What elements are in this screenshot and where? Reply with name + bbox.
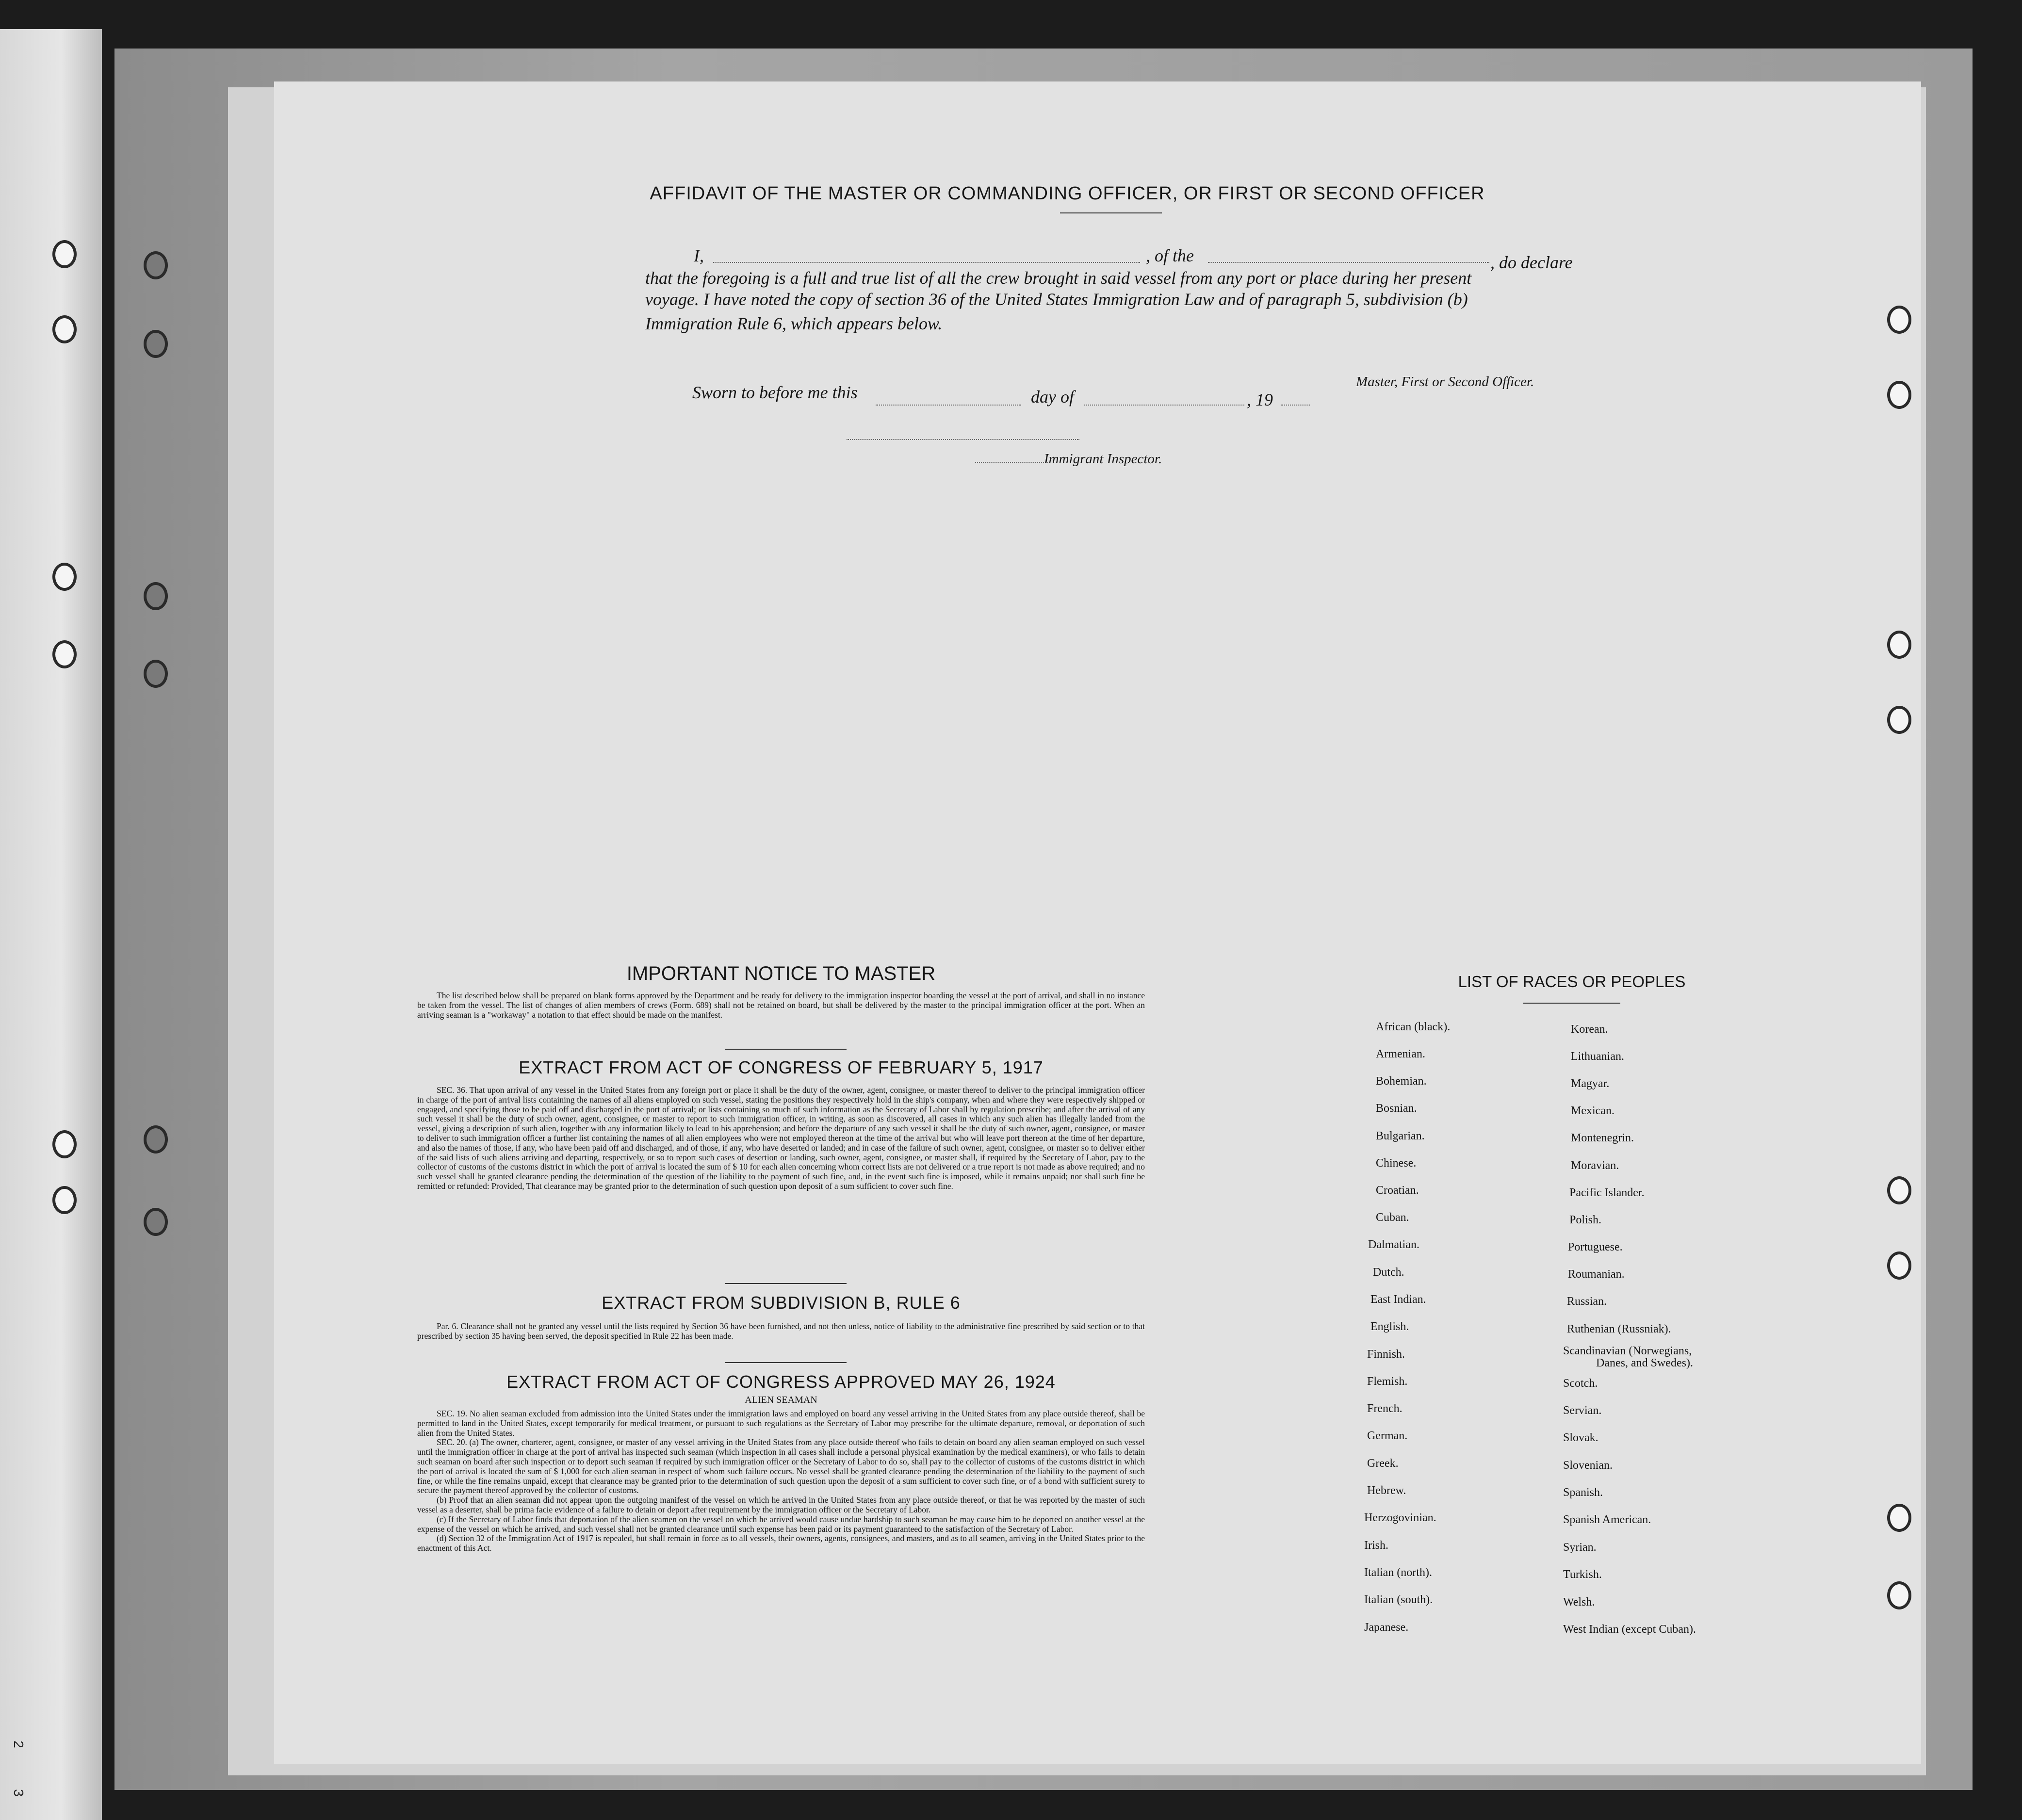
race-item: Roumanian. [1568, 1268, 1625, 1281]
title-rule [1060, 212, 1162, 213]
race-item: Japanese. [1364, 1621, 1409, 1634]
race-item: Chinese. [1376, 1157, 1417, 1170]
affidavit-line2: that the foregoing is a full and true list of all the crew brought in said vessel from any port or place during her present [645, 268, 1472, 288]
race-item: Croatian. [1376, 1184, 1419, 1197]
section-rule [725, 1049, 847, 1050]
race-item: Slovak. [1563, 1431, 1598, 1444]
race-item: Cuban. [1376, 1211, 1409, 1224]
margin-mark: 3 [11, 1789, 26, 1797]
race-item: Moravian. [1571, 1159, 1619, 1172]
alien-seaman-subtitle: ALIEN SEAMAN [745, 1395, 817, 1405]
notice-body [417, 991, 1145, 1020]
sheet-hole-icon [1887, 1251, 1911, 1280]
affidavit-line4: Immigration Rule 6, which appears below. [645, 314, 943, 333]
extract-1924-title: EXTRACT FROM ACT OF CONGRESS APPROVED MAY 26, 1924 [506, 1372, 1056, 1392]
race-item: Spanish. [1563, 1486, 1603, 1499]
binder-hole-icon [52, 563, 77, 591]
race-item: Servian. [1563, 1404, 1602, 1417]
binder-ring-icon [144, 1125, 168, 1154]
inspector-label: Immigrant Inspector. [1044, 451, 1162, 467]
sheet-hole-icon [1887, 1176, 1911, 1204]
margin-mark: 2 [11, 1740, 26, 1748]
sworn-year-label: , 19 [1247, 390, 1273, 409]
race-item: West Indian (except Cuban). [1563, 1623, 1696, 1636]
binder-ring-icon [144, 251, 168, 279]
binder-ring-icon [144, 660, 168, 688]
race-item: Flemish. [1367, 1375, 1408, 1388]
master-name-field[interactable] [713, 262, 1140, 263]
vessel-name-field[interactable] [1208, 262, 1489, 263]
race-item: Irish. [1364, 1539, 1388, 1552]
extract-1924-body [417, 1409, 1145, 1553]
race-item: Slovenian. [1563, 1459, 1613, 1472]
affidavit-line3: voyage. I have noted the copy of section 36 of the United States Immigration Law and of paragraph 5, subdivision (b) [645, 290, 1468, 309]
race-item: Danes, and Swedes). [1596, 1357, 1693, 1369]
affidavit-line1-start: I, [694, 246, 704, 265]
inspector-signature-field[interactable] [847, 439, 1079, 440]
race-item: Korean. [1571, 1023, 1608, 1036]
race-item: Turkish. [1563, 1568, 1602, 1581]
sec-19-paragraph: SEC. 19. No alien seaman excluded from admission into the United States under the immigration laws and employed on board any vessel arriving in the United States from any place outside thereof, shall be permitted to land in the United States, except temporarily for medical treatment, or pursuant to such regulations as the Secretary of Labor may prescribe for the ultimate departure, removal, or deportation of such alien from the United States. [417, 1409, 1145, 1438]
affidavit-line1-middle: , of the [1146, 246, 1194, 265]
sec-36-paragraph: SEC. 36. That upon arrival of any vessel in the United States from any foreign port or place it shall be the duty of the owner, agent, consignee, or master thereof to deliver to the principal immigration officer in charge of the port of arrival lists containing the names of all aliens employed on such vessel, stating the positions they respectively hold in the ship's company, when and where they were respectively shipped or engaged, and specifying those to be paid off and discharged in the port of arrival; or lists containing so much of such information as the Secretary of Labor shall by regulation prescribe; and after the arrival of any such vessel it shall be the duty of such owner, agent, consignee, or master to report to such immigration officer, in writing, as soon as discovered, all cases in which any such alien has illegally landed from the vessel, giving a description of such alien, together with any information likely to lead to his apprehension; and before the departure of any such vessel it shall be the duty of such owner, agent, consignee, or master to deliver to such immigration officer a further list containing the names of all alien employees who were not employed thereon at the time of the arrival but who will leave port thereon at the time of her departure, and also the names of those, if any, who have been paid off and discharged, and of those, if any, who have deserted or landed; and in case of the failure of such owner, agent, consignee, or master so to deliver either of the said lists of such aliens arriving and departing, respectively, or so to report such cases of desertion or landing, such owner, agent, consignee, or master shall, if required by the Secretary of Labor, pay to the collector of customs of the customs district in which the port of arrival is located the sum of $ 10 for each alien concerning whom correct lists are not delivered or a true report is not made as above required; and no such vessel shall be granted clearance pending the determination of the question of the liability to the payment of such fine, and, in the event such fine is imposed, while it remains unpaid; nor shall such fine be remitted or refunded: Provided, That clearance may be granted prior to the determination of such question upon deposit of a sum sufficient to cover such fine. [417, 1085, 1145, 1191]
race-item: Pacific Islander. [1569, 1186, 1645, 1199]
race-item: Montenegrin. [1571, 1132, 1634, 1144]
sheet-hole-icon [1887, 631, 1911, 659]
inspector-name-field[interactable] [975, 462, 1048, 463]
race-item: Magyar. [1571, 1077, 1610, 1090]
extract-1917-body [417, 1086, 1145, 1191]
race-item: Spanish American. [1563, 1513, 1651, 1526]
sec-20b-paragraph: (b) Proof that an alien seaman did not appear upon the outgoing manifest of the vessel on which he arrived in the United States from any place outside thereof, or that he was reported by the master of such vessel as a deserter, shall be prima facie evidence of a failure to detain or deport after requirement by the immigration officer or the Secretary of Labor. [417, 1495, 1145, 1514]
binder-hole-icon [52, 640, 77, 668]
affidavit-title: AFFIDAVIT OF THE MASTER OR COMMANDING OFFICER, OR FIRST OR SECOND OFFICER [650, 183, 1485, 204]
race-item: Herzogovinian. [1364, 1511, 1436, 1524]
section-rule [725, 1283, 847, 1284]
sheet-hole-icon [1887, 381, 1911, 409]
sec-20d-paragraph: (d) Section 32 of the Immigration Act of 1917 is repealed, but shall remain in force as to all vessels, their owners, agents, consignees, and masters, and as to all seamen, arriving in the United States prior to the enactment of this Act. [417, 1533, 1145, 1553]
race-item: Finnish. [1367, 1348, 1405, 1361]
sworn-day-field[interactable] [876, 405, 1021, 406]
binder-ring-icon [144, 582, 168, 610]
race-item: Greek. [1367, 1457, 1399, 1470]
race-item: African (black). [1376, 1021, 1451, 1033]
race-item: Ruthenian (Russniak). [1567, 1323, 1671, 1335]
race-item: Welsh. [1563, 1596, 1595, 1609]
race-item: Polish. [1569, 1214, 1602, 1226]
race-item: Portuguese. [1568, 1241, 1623, 1253]
race-item: Hebrew. [1367, 1484, 1406, 1497]
master-signature-label: Master, First or Second Officer. [1356, 374, 1534, 390]
race-item: Dutch. [1373, 1266, 1404, 1279]
notice-title: IMPORTANT NOTICE TO MASTER [626, 963, 936, 984]
binder-ring-icon [144, 1208, 168, 1236]
race-item: Italian (north). [1364, 1566, 1432, 1579]
sheet-hole-icon [1887, 706, 1911, 734]
section-rule [725, 1362, 847, 1363]
race-item: Armenian. [1376, 1048, 1425, 1060]
affidavit-line1-end: , do declare [1490, 253, 1573, 272]
race-item: Mexican. [1571, 1105, 1614, 1117]
race-item: Scandinavian (Norwegians, [1563, 1345, 1692, 1357]
binder-hole-icon [52, 1130, 77, 1158]
sworn-month-field[interactable] [1084, 405, 1244, 406]
sworn-day-label: day of [1031, 387, 1074, 406]
race-item: Bulgarian. [1376, 1130, 1425, 1142]
sworn-text: Sworn to before me this [692, 383, 858, 402]
sec-20c-paragraph: (c) If the Secretary of Labor finds that deportation of the alien seamen on the vessel on which he arrived would cause undue hardship to such seaman he may cause him to be deported on another vessel at the expense of the vessel on which he arrived, and such vessel shall not be granted clearance until such expense has been paid or its payment guaranteed to the satisfaction of the Secretary of Labor. [417, 1514, 1145, 1534]
sworn-year-field[interactable] [1281, 405, 1310, 406]
par-6-paragraph: Par. 6. Clearance shall not be granted any vessel until the lists required by Section 36 have been furnished, and not then unless, notice of liability to the administrative fine prescribed by said section or to that prescribed by section 35 having been served, the deposit specified in Rule 22 has been made. [417, 1321, 1145, 1341]
binder-hole-icon [52, 315, 77, 343]
extract-rule6-body [417, 1322, 1145, 1341]
sheet-hole-icon [1887, 1504, 1911, 1532]
extract-1917-title: EXTRACT FROM ACT OF CONGRESS OF FEBRUARY 5, 1917 [519, 1057, 1044, 1077]
race-item: Dalmatian. [1368, 1238, 1419, 1251]
race-item: French. [1367, 1402, 1402, 1415]
races-title-rule [1523, 1003, 1620, 1004]
binder-hole-icon [52, 1186, 77, 1214]
race-item: Syrian. [1563, 1541, 1597, 1554]
race-item: Bohemian. [1376, 1075, 1427, 1088]
extract-rule6-title: EXTRACT FROM SUBDIVISION B, RULE 6 [602, 1293, 961, 1313]
sheet-hole-icon [1887, 1581, 1911, 1609]
race-item: East Indian. [1370, 1293, 1426, 1306]
race-item: Bosnian. [1376, 1102, 1417, 1115]
sheet-hole-icon [1887, 306, 1911, 334]
binder-strip [0, 29, 102, 1820]
binder-hole-icon [52, 240, 77, 268]
race-item: Scotch. [1563, 1377, 1598, 1390]
races-title: LIST OF RACES OR PEOPLES [1458, 973, 1686, 991]
sec-20a-paragraph: SEC. 20. (a) The owner, charterer, agent, consignee, or master of any vessel arriving in the United States from any place outside thereof who fails to detain on board any alien seaman employed on such vessel until the immigration officer in charge at the port of arrival has inspected such seaman (which inspection in all cases shall include a personal physical examination by the medical examiners), or who fails to detain such seaman on board after such inspection or to deport such seaman if required by such immigration officer or the Secretary of Labor to do so, shall pay to the collector of customs of the customs district in which the port of arrival is located the sum of $ 1,000 for each alien seaman in respect of whom such failure occurs. No vessel shall be granted clearance pending the determination of the liability to the payment of such fine, or while the fine remains unpaid, except that clearance may be granted prior to the determination of such question upon the deposit of a sum sufficient to cover such fine, or of a bond with sufficient surety to secure the payment thereof approved by the collector of customs. [417, 1437, 1145, 1495]
race-item: Russian. [1567, 1295, 1607, 1308]
race-item: Lithuanian. [1571, 1050, 1624, 1063]
race-item: German. [1367, 1430, 1408, 1442]
notice-paragraph: The list described below shall be prepared on blank forms approved by the Department and be ready for delivery to the immigration inspector boarding the vessel at the port of arrival, and shall in no instance be taken from the vessel. The list of changes of alien members of crews (Form. 689) shall not be retained on board, but shall be delivered by the master to the principal immigration officer at the port. When an arriving seaman is a "workaway" a notation to that effect should be made on the manifest. [417, 991, 1145, 1020]
race-item: English. [1370, 1320, 1409, 1333]
race-item: Italian (south). [1364, 1593, 1433, 1606]
binder-ring-icon [144, 330, 168, 358]
